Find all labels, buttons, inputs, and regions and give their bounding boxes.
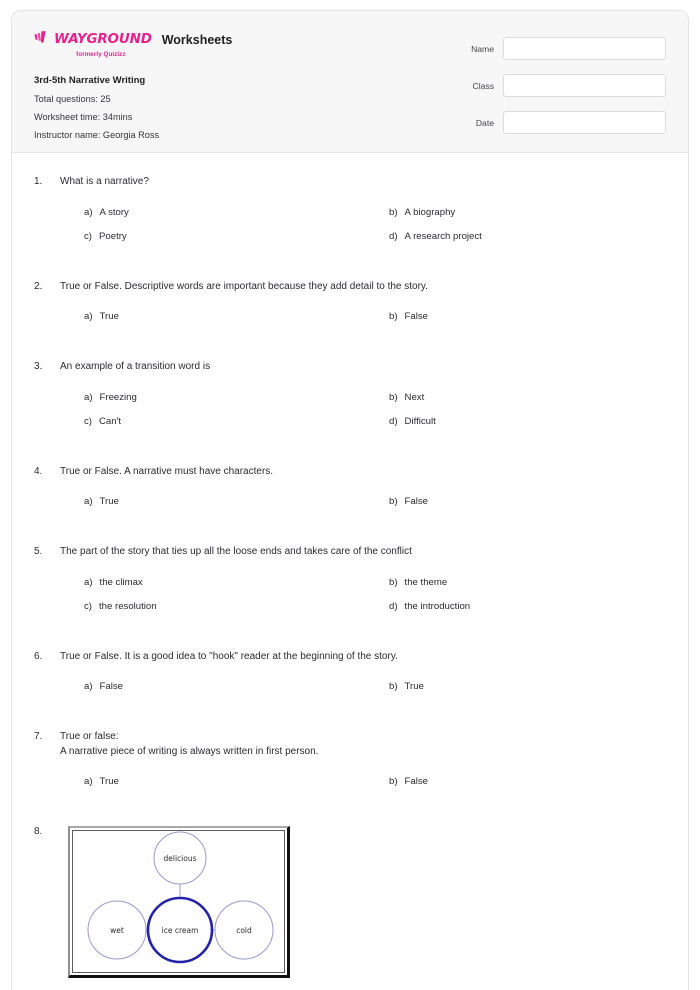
field-row-name: [413, 37, 666, 60]
question-text: The part of the story that ties up all the loose ends and takes care of the conflict: [60, 546, 412, 557]
question-item: [34, 175, 666, 255]
option-key: b): [389, 681, 398, 692]
worksheet-title: 3rd-5th Narrative Writing: [34, 75, 146, 86]
question-body: [60, 465, 666, 521]
options-grid: [60, 681, 666, 705]
question-item: [34, 465, 666, 521]
option-key: d): [389, 230, 398, 242]
option-label: the theme: [404, 576, 448, 588]
question-number: 3.: [34, 361, 43, 372]
logo-main: [34, 30, 152, 49]
logo-subtitle: formerly Quizizz: [76, 51, 126, 58]
brand-row: [34, 29, 401, 59]
wave-mark-icon: [34, 30, 51, 49]
question-body: [60, 360, 666, 440]
question-text: True or False. It is a good idea to "hook" reader at the beginning of the story.: [60, 650, 398, 662]
option-c[interactable]: [60, 601, 363, 612]
option-a[interactable]: [60, 577, 363, 588]
question-body: [60, 650, 666, 706]
question-body: [60, 730, 666, 800]
option-key: b): [389, 496, 398, 507]
option-a[interactable]: [60, 776, 363, 787]
question-number: 4.: [34, 465, 43, 477]
option-b[interactable]: [363, 681, 666, 692]
option-key: b): [389, 206, 398, 218]
option-key: b): [389, 576, 398, 588]
option-a[interactable]: [60, 311, 363, 322]
option-key: c): [84, 600, 92, 612]
option-b[interactable]: [363, 776, 666, 787]
option-label: Difficult: [404, 415, 436, 427]
option-d[interactable]: [363, 601, 666, 612]
question-text: True or False. A narrative must have characters.: [60, 465, 274, 477]
total-questions-label: Total questions: 25: [34, 94, 111, 104]
bubble-label-cold: cold: [236, 926, 252, 935]
options-grid: [60, 577, 666, 625]
option-c[interactable]: [60, 231, 363, 242]
option-key: a): [84, 206, 93, 218]
option-label: False: [404, 311, 428, 322]
option-key: c): [84, 230, 92, 242]
bubble-map-diagram-frame: [68, 826, 290, 978]
wayground-logo[interactable]: [34, 29, 152, 58]
question-item: [34, 360, 666, 440]
option-key: a): [84, 776, 93, 787]
worksheet-time-label: Worksheet time: 34mins: [34, 112, 133, 122]
option-label: Poetry: [99, 230, 127, 242]
option-label: True: [99, 496, 119, 507]
question-text: An example of a transition word is: [60, 361, 211, 372]
question-number: 2.: [34, 280, 43, 292]
option-label: Freezing: [99, 391, 137, 403]
option-key: d): [389, 600, 398, 612]
product-title: Worksheets: [161, 33, 233, 47]
option-label: False: [404, 776, 428, 787]
option-b[interactable]: [363, 207, 666, 218]
option-b[interactable]: [363, 496, 666, 507]
option-label: False: [99, 681, 123, 692]
option-d[interactable]: [363, 416, 666, 427]
question-text: True or false:: [60, 731, 119, 742]
bubble-label-wet: wet: [110, 926, 124, 935]
question-number: 1.: [34, 176, 43, 187]
field-row-class: [413, 74, 666, 97]
option-d[interactable]: [363, 231, 666, 242]
question-number: 6.: [34, 650, 43, 662]
option-label: A story: [99, 206, 129, 218]
option-key: b): [389, 391, 398, 403]
bubble-map-diagram: [72, 830, 285, 973]
option-key: a): [84, 311, 93, 322]
option-c[interactable]: [60, 416, 363, 427]
question-image-wrapper: [60, 826, 666, 978]
instructor-name-label: Instructor name: Georgia Ross: [34, 130, 160, 140]
option-key: c): [84, 415, 92, 427]
options-grid: [60, 776, 666, 800]
field-row-date: [413, 111, 666, 134]
option-key: a): [84, 496, 93, 507]
question-text: What is a narrative?: [60, 176, 149, 187]
header-left: [34, 29, 401, 140]
bubble-label-ice-cream: ice cream: [161, 926, 199, 935]
student-info-fields: [413, 29, 666, 134]
question-body: [60, 825, 666, 978]
worksheet-header: [12, 11, 688, 153]
question-number: 8.: [34, 826, 43, 837]
option-key: a): [84, 391, 93, 403]
options-grid: [60, 392, 666, 440]
question-number: 7.: [34, 731, 43, 742]
options-grid: [60, 207, 666, 255]
option-key: a): [84, 576, 93, 588]
question-number: 5.: [34, 546, 43, 557]
option-label: the introduction: [404, 600, 471, 612]
options-grid: [60, 311, 666, 335]
option-label: the resolution: [99, 600, 157, 612]
option-key: a): [84, 681, 93, 692]
option-b[interactable]: [363, 577, 666, 588]
option-key: b): [389, 776, 398, 787]
option-a[interactable]: [60, 392, 363, 403]
options-grid: [60, 496, 666, 520]
date-input[interactable]: [503, 111, 666, 134]
option-label: A biography: [404, 206, 456, 218]
option-label: True: [404, 681, 424, 692]
option-label: the climax: [99, 576, 143, 588]
option-label: True: [99, 776, 119, 787]
option-label: Can't: [99, 415, 122, 427]
name-field-label: Name: [471, 43, 494, 54]
question-item: [34, 730, 666, 800]
option-label: False: [404, 496, 428, 507]
question-body: [60, 280, 666, 336]
name-input[interactable]: [503, 37, 666, 60]
question-subtext: A narrative piece of writing is always written in first person.: [60, 745, 319, 757]
logo-wordmark: WAYGROUND: [54, 30, 152, 47]
question-item: [34, 545, 666, 625]
class-input[interactable]: [503, 74, 666, 97]
option-label: Next: [404, 391, 425, 403]
option-label: True: [99, 311, 119, 322]
question-item: [34, 825, 666, 978]
option-key: b): [389, 311, 398, 322]
date-field-label: Date: [475, 117, 494, 128]
option-a[interactable]: [60, 496, 363, 507]
option-b[interactable]: [363, 392, 666, 403]
option-a[interactable]: [60, 207, 363, 218]
class-field-label: Class: [472, 80, 494, 91]
question-body: [60, 545, 666, 625]
option-label: A research project: [404, 230, 482, 242]
option-b[interactable]: [363, 311, 666, 322]
worksheet-sheet: [11, 10, 689, 990]
question-text: True or False. Descriptive words are important because they add detail to the story.: [60, 280, 428, 292]
question-item: [34, 280, 666, 336]
questions-list: [12, 153, 688, 990]
question-body: [60, 175, 666, 255]
bubble-label-delicious: delicious: [163, 854, 197, 863]
option-a[interactable]: [60, 681, 363, 692]
option-key: d): [389, 415, 398, 427]
question-item: [34, 650, 666, 706]
